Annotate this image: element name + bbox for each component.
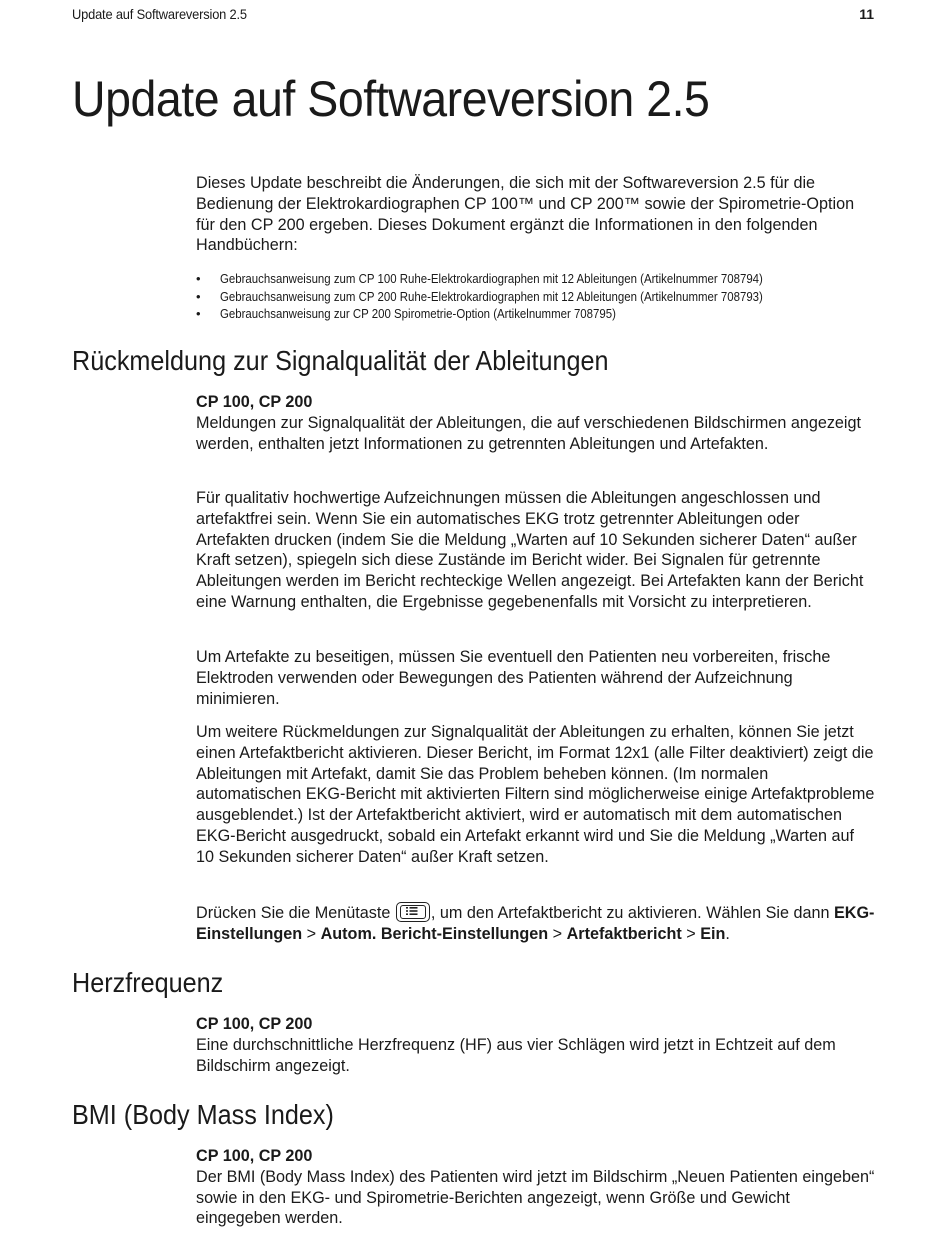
page-number: 11 [859,6,874,22]
signal-block [196,392,876,454]
signal-paragraph-3 [196,647,876,709]
hr-block [196,1014,876,1076]
menu-path-separator: > [548,924,567,943]
section-heading-hr: Herzfrequenz [72,967,224,998]
manual-list [196,270,876,323]
menu-path-separator: > [681,924,701,943]
signal-paragraph-5 [196,902,876,945]
paragraph [196,902,876,945]
page-title: Update auf Softwareversion 2.5 [72,71,710,127]
list-item: • Gebrauchsanweisung zum CP 100 Ruhe-Elektrokardiographen mit 12 Ableitungen (Artikelnummer 708794) [196,271,763,286]
menu-path-step: EKG-Einstellungen [196,904,875,943]
menu-path-step: Artefaktbericht [566,924,682,943]
list-item: • Gebrauchsanweisung zum CP 200 Ruhe-Elektrokardiographen mit 12 Ableitungen (Artikelnummer 708793) [196,288,763,304]
instruction-text: Drücken Sie die Menütaste [196,904,391,922]
menu-path-separator: > [302,924,321,943]
list-item: • Gebrauchsanweisung zur CP 200 Spirometrie-Option (Artikelnummer 708795) [196,306,616,322]
menu-key-icon [396,902,430,922]
paragraph: Meldungen zur Signalqualität der Ableitungen, die auf verschiedenen Bildschirmen angezeigt werden, enthalten jetzt Informationen zu getrennten Ableitungen und Artefakten. [196,413,862,453]
paragraph: Um Artefakte zu beseitigen, müssen Sie eventuell den Patienten neu vorbereiten, frische Elektroden verwenden oder Bewegungen des Patienten während der Aufzeichnung minimieren. [196,648,831,708]
intro-paragraph: Dieses Update beschreibt die Änderungen, die sich mit der Softwareversion 2.5 für die Bedienung der Elektrokardiographen CP 100™ und CP 200™ sowie der Spirometrie-Option für den CP 200 ergeben. Dieses Dokument ergänzt die Informationen in den folgenden Handbüchern: [196,174,855,255]
bmi-block [196,1146,876,1229]
paragraph: Um weitere Rückmeldungen zur Signalqualität der Ableitungen zu erhalten, können Sie jetzt einen Artefaktbericht aktivieren. Dieser Bericht, im Format 12x1 (alle Filter deaktiviert) zeigt die Ableitungen mit Artefakt, damit Sie das Problem beheben können. (Im normalen automatischen EKG-Bericht mit aktivierten Filtern sind möglicherweise einige Artefaktprobleme ausgeblendet.) Ist der Artefaktbericht aktiviert, wird er automatisch mit dem automatischen EKG-Bericht ausgedruckt, sobald ein Artefakt erkannt wird und Sie die Meldung „Warten auf 10 Sekunden sicherer Daten“ außer Kraft setzen. [196,723,875,866]
menu-path-step: Ein [700,924,726,943]
menu-path-step: Autom. Bericht-Einstellungen [320,924,549,943]
paragraph: Für qualitativ hochwertige Aufzeichnungen müssen die Ableitungen angeschlossen und artefaktfrei sein. Wenn Sie ein automatisches EKG trotz getrennter Ableitungen oder Artefakten drucken (indem Sie die Meldung „Warten auf 10 Sekunden sicherer Daten“ außer Kraft setzen), spiegeln sich diese Zustände im Bericht wider. Bei Signalen für getrennte Ableitungen werden im Bericht rechteckige Wellen angezeigt. Bei Artefakten kann der Bericht eine Warnung enthalten, die Ergebnisse gegebenenfalls mit Vorsicht zu interpretieren. [196,489,864,611]
paragraph: Der BMI (Body Mass Index) des Patienten wird jetzt im Bildschirm „Neuen Patienten eingeben“ sowie in den EKG- und Spirometrie-Berichten angezeigt, wenn Größe und Gewicht eingegeben werden. [196,1167,875,1228]
signal-paragraph-2 [196,488,876,613]
product-label: CP 100, CP 200 [196,1015,313,1033]
instruction-text-continued: , um den Artefaktbericht zu aktivieren. Wählen Sie dann [430,904,830,922]
product-label: CP 100, CP 200 [196,393,313,411]
menu-path-end: . [725,924,730,943]
product-label: CP 100, CP 200 [196,1147,313,1165]
intro-block [196,173,876,256]
section-heading-bmi: BMI (Body Mass Index) [72,1099,334,1130]
paragraph: Eine durchschnittliche Herzfrequenz (HF) aus vier Schlägen wird jetzt in Echtzeit auf dem Bildschirm angezeigt. [196,1035,836,1075]
section-heading-signal: Rückmeldung zur Signalqualität der Ableitungen [72,345,609,376]
signal-paragraph-4 [196,722,876,868]
running-header: Update auf Softwareversion 2.5 [72,6,247,22]
